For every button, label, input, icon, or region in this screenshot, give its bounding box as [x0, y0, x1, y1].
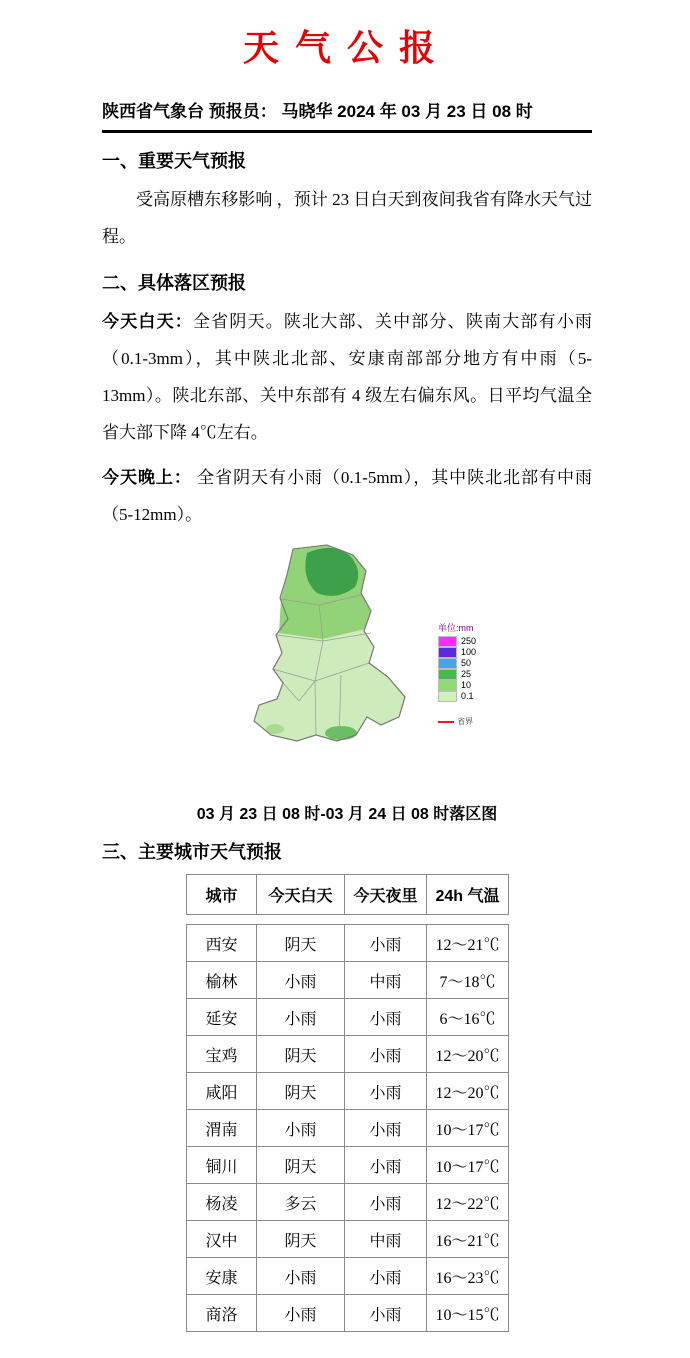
cell-temp: 7～18℃: [427, 962, 509, 999]
cell-day: 小雨: [257, 999, 345, 1036]
legend-item: [438, 669, 476, 680]
cell-day: 阴天: [257, 1036, 345, 1073]
cell-night: 小雨: [345, 1295, 427, 1332]
cell-night: 小雨: [345, 925, 427, 962]
precipitation-map-block: [102, 543, 592, 793]
cell-city: 渭南: [187, 1110, 257, 1147]
cell-temp: 10～15℃: [427, 1295, 509, 1332]
forecast-night-paragraph: [102, 459, 592, 533]
cell-city: 咸阳: [187, 1073, 257, 1110]
cell-city: 宝鸡: [187, 1036, 257, 1073]
cell-temp: 16～23℃: [427, 1258, 509, 1295]
col-header-city: 城市: [187, 875, 257, 915]
red-border-line-icon: [438, 721, 454, 723]
forecast-night-text: 全省阴天有小雨（0.1-5mm），其中陕北北部有中雨（5-12mm）。: [102, 468, 593, 524]
table-row: [187, 999, 509, 1036]
legend-item: [438, 658, 476, 669]
legend-value: 100: [460, 647, 477, 657]
cell-day: 小雨: [257, 1258, 345, 1295]
legend-swatch: [438, 691, 457, 702]
rain-area-south-patch: [325, 726, 357, 740]
legend-value: 50: [460, 658, 471, 668]
cell-day: 多云: [257, 1184, 345, 1221]
legend-swatch: [438, 636, 457, 647]
cell-night: 小雨: [345, 1110, 427, 1147]
cell-city: 商洛: [187, 1295, 257, 1332]
cell-night: 小雨: [345, 1073, 427, 1110]
forecast-table-body: [186, 924, 509, 1332]
bulletin-header: 陕西省气象台 预报员： 马晓华 2024 年 03 月 23 日 08 时: [102, 97, 592, 133]
city-forecast-table: [186, 874, 508, 1332]
table-row: [187, 1221, 509, 1258]
legend-swatch: [438, 658, 457, 669]
section-1-heading: 一、重要天气预报: [102, 151, 246, 171]
legend-value: 0.1: [460, 691, 474, 701]
cell-night: 中雨: [345, 1221, 427, 1258]
legend-border-label: 省界: [456, 717, 473, 726]
cell-night: 小雨: [345, 999, 427, 1036]
legend-item: [438, 680, 476, 691]
table-row: [187, 1110, 509, 1147]
cell-temp: 12～20℃: [427, 1036, 509, 1073]
cell-temp: 12～21℃: [427, 925, 509, 962]
table-row: [187, 1184, 509, 1221]
cell-city: 榆林: [187, 962, 257, 999]
cell-city: 西安: [187, 925, 257, 962]
cell-temp: 6～16℃: [427, 999, 509, 1036]
cell-day: 阴天: [257, 925, 345, 962]
table-row: [187, 962, 509, 999]
legend-swatch: [438, 669, 457, 680]
legend-value: 250: [460, 636, 477, 646]
cell-city: 延安: [187, 999, 257, 1036]
cell-day: 阴天: [257, 1147, 345, 1184]
cell-night: 小雨: [345, 1184, 427, 1221]
table-row: [187, 1258, 509, 1295]
table-row: [187, 1147, 509, 1184]
legend-item: [438, 691, 476, 702]
col-header-day: 今天白天: [257, 875, 345, 915]
section-1-body: 受高原槽东移影响 ，预计 23 日白天到夜间我省有降水天气过程。: [102, 190, 592, 246]
cell-day: 阴天: [257, 1073, 345, 1110]
table-row: [187, 1073, 509, 1110]
cell-temp: 10～17℃: [427, 1110, 509, 1147]
cell-temp: 16～21℃: [427, 1221, 509, 1258]
cell-city: 安康: [187, 1258, 257, 1295]
legend-title: 单位:mm: [437, 623, 474, 633]
legend-value: 10: [460, 680, 471, 690]
table-row: [187, 1295, 509, 1332]
cell-day: 小雨: [257, 1295, 345, 1332]
forecast-day-text: 全省阴天。陕北大部、关中部分、陕南大部有小雨（0.1-3mm），其中陕北北部、安康南部部分地方有中雨（5-13mm）。陕北东部、关中东部有 4 级左右偏东风。日平均气温全省大部下降 4℃左右。: [102, 312, 593, 442]
cell-day: 小雨: [257, 962, 345, 999]
cell-temp: 10～17℃: [427, 1147, 509, 1184]
legend-swatch: [438, 680, 457, 691]
cell-night: 中雨: [345, 962, 427, 999]
map-caption: 03 月 23 日 08 时-03 月 24 日 08 时落区图: [196, 806, 498, 823]
legend-item: [438, 647, 476, 658]
legend-border-line: [438, 716, 476, 727]
col-header-night: 今天夜里: [345, 875, 427, 915]
table-row: [187, 925, 509, 962]
map-legend: [438, 621, 476, 727]
forecast-night-label: 今天晚上：: [102, 468, 192, 487]
legend-value: 25: [460, 669, 471, 679]
section-2-heading: 二、具体落区预报: [102, 273, 246, 293]
forecast-day-paragraph: [102, 303, 592, 451]
legend-swatch: [438, 647, 457, 658]
forecast-table-header: [186, 874, 509, 915]
cell-day: 阴天: [257, 1221, 345, 1258]
header-row: [187, 875, 509, 915]
shaanxi-precipitation-map: [218, 543, 428, 793]
page-title: 天气公报: [242, 28, 451, 68]
cell-city: 汉中: [187, 1221, 257, 1258]
section-3-heading: 三、主要城市天气预报: [102, 842, 282, 862]
cell-city: 杨凌: [187, 1184, 257, 1221]
cell-night: 小雨: [345, 1147, 427, 1184]
legend-item: [438, 636, 476, 647]
cell-city: 铜川: [187, 1147, 257, 1184]
cell-day: 小雨: [257, 1110, 345, 1147]
cell-night: 小雨: [345, 1036, 427, 1073]
col-header-temp: 24h 气温: [427, 875, 509, 915]
table-row: [187, 1036, 509, 1073]
cell-temp: 12～22℃: [427, 1184, 509, 1221]
forecast-day-label: 今天白天：: [102, 312, 193, 331]
cell-temp: 12～20℃: [427, 1073, 509, 1110]
cell-night: 小雨: [345, 1258, 427, 1295]
